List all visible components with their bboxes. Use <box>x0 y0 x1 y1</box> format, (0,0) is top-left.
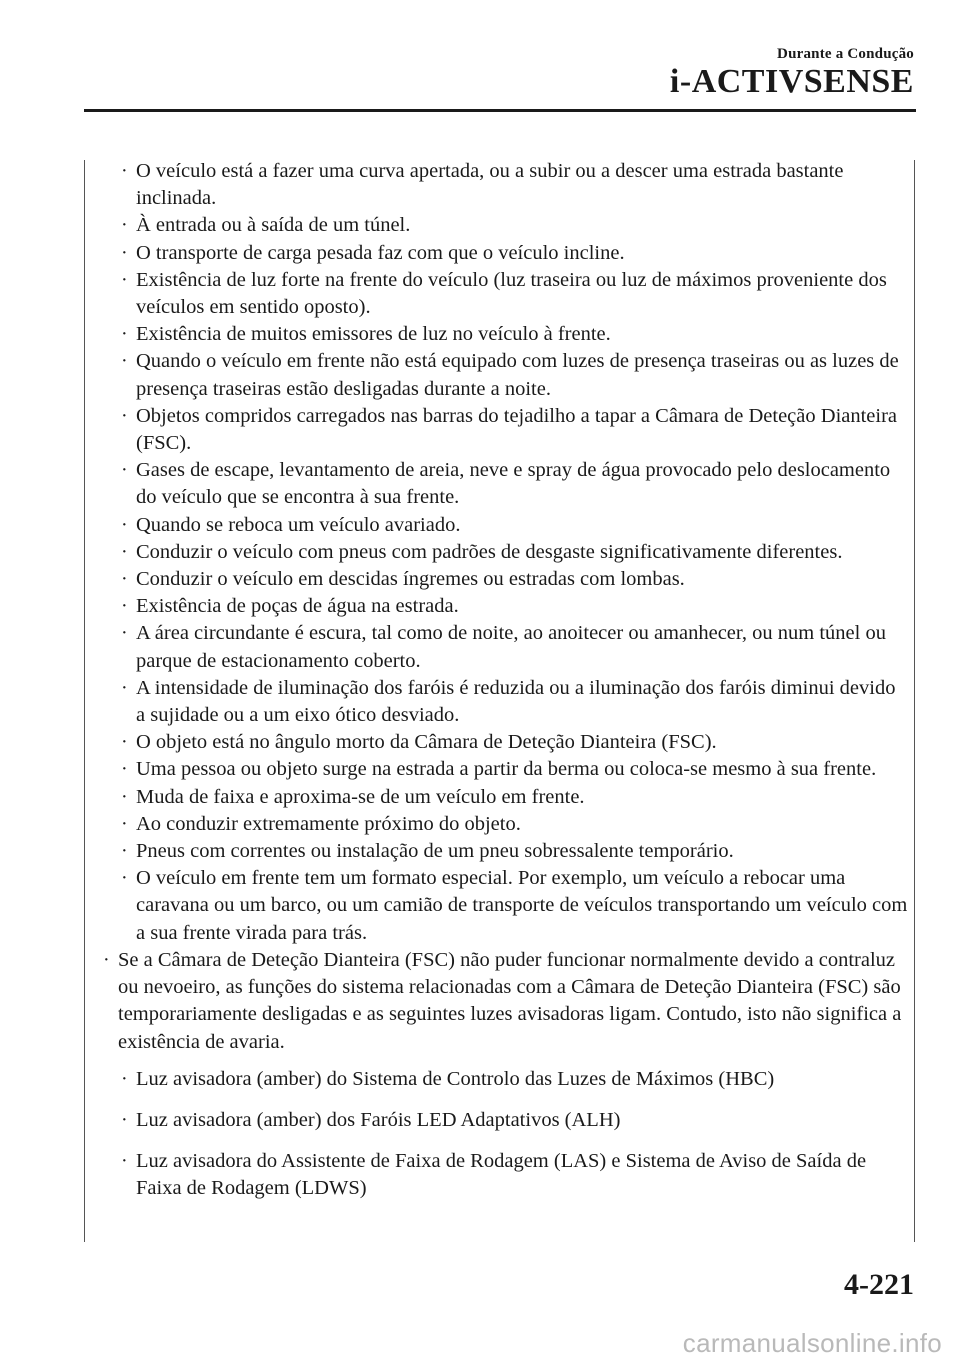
condition-item-text: Quando se reboca um veículo avariado. <box>136 513 461 536</box>
bullet-icon: · <box>121 214 128 237</box>
bullet-icon: · <box>121 268 128 291</box>
bullet-icon: · <box>121 840 128 863</box>
bullet-icon: · <box>121 785 128 808</box>
condition-item <box>100 784 908 811</box>
condition-item-text: Uma pessoa ou objeto surge na estrada a partir da berma ou coloca-se mesmo à sua frente. <box>136 758 877 781</box>
conditions-list <box>100 158 908 947</box>
bullet-icon: · <box>121 350 128 373</box>
condition-item-text: O transporte de carga pesada faz com que o veículo incline. <box>136 241 625 264</box>
bullet-icon: · <box>121 540 128 563</box>
bullet-icon: · <box>121 595 128 618</box>
condition-item <box>100 593 908 620</box>
bullet-icon: · <box>121 731 128 754</box>
bullet-icon: · <box>121 241 128 264</box>
chapter-title: i-ACTIVSENSE <box>669 63 914 100</box>
page-number: 4-221 <box>844 1268 914 1301</box>
bullet-icon: · <box>121 758 128 781</box>
bullet-icon: · <box>121 568 128 591</box>
condition-item <box>100 865 908 947</box>
header-divider <box>84 109 916 112</box>
condition-item-text: Existência de luz forte na frente do veículo (luz traseira ou luz de máximos proveniente dos veículos em sentido oposto). <box>136 268 887 319</box>
condition-item <box>100 620 908 674</box>
condition-item-text: A intensidade de iluminação dos faróis é reduzida ou a iluminação dos faróis diminui devido a sujidade ou a um eixo ótico desviado. <box>136 676 896 727</box>
condition-item-text: Existência de muitos emissores de luz no veículo à frente. <box>136 323 611 346</box>
condition-item-text: Quando o veículo em frente não está equipado com luzes de presença traseiras ou as luzes de presença traseiras estão desligadas durante a noite. <box>136 350 899 400</box>
warning-light-item-text: Luz avisadora (amber) dos Faróis LED Adaptativos (ALH) <box>136 1108 621 1131</box>
condition-item-text: Objetos compridos carregados nas barras do tejadilho a tapar a Câmara de Deteção Dianteira (FSC). <box>136 404 898 455</box>
bullet-icon: · <box>121 1150 128 1173</box>
condition-item-text: Muda de faixa e aproxima-se de um veículo em frente. <box>136 785 585 808</box>
warning-light-item <box>100 1148 908 1202</box>
watermark-logo: carmanualsonline.info <box>682 1328 942 1358</box>
condition-item <box>100 838 908 865</box>
main-paragraph-item <box>100 947 908 1056</box>
bullet-icon: · <box>121 323 128 346</box>
condition-item <box>100 539 908 566</box>
condition-item <box>100 240 908 267</box>
condition-item <box>100 212 908 239</box>
condition-item <box>100 675 908 729</box>
bullet-icon: · <box>121 622 128 645</box>
page-content <box>100 158 908 1217</box>
condition-item-text: À entrada ou à saída de um túnel. <box>136 214 411 237</box>
condition-item <box>100 267 908 321</box>
condition-item-text: Conduzir o veículo com pneus com padrões de desgaste significativamente diferentes. <box>136 540 843 563</box>
condition-item <box>100 811 908 838</box>
bullet-icon: · <box>121 676 128 699</box>
condition-item <box>100 756 908 783</box>
bullet-icon: · <box>103 948 110 971</box>
bullet-icon: · <box>121 459 128 482</box>
bullet-icon: · <box>121 513 128 536</box>
condition-item-text: O objeto está no ângulo morto da Câmara de Deteção Dianteira (FSC). <box>136 731 717 754</box>
condition-item <box>100 158 908 212</box>
main-paragraph-text: Se a Câmara de Deteção Dianteira (FSC) não puder funcionar normalmente devido a contraluz ou nevoeiro, as funções do sistema relacionadas com a Câmara de Deteção Dianteira (FSC) são temporariamente desligadas e as seguintes luzes avisadoras ligam. Contudo, isto não significa a existência de avaria. <box>118 948 902 1053</box>
bullet-icon: · <box>121 160 128 182</box>
warning-light-item-text: Luz avisadora do Assistente de Faixa de Rodagem (LAS) e Sistema de Aviso de Saída de Faixa de Rodagem (LDWS) <box>136 1150 867 1200</box>
condition-item <box>100 321 908 348</box>
condition-item <box>100 457 908 511</box>
condition-item-text: O veículo em frente tem um formato especial. Por exemplo, um veículo a rebocar uma caravana ou um barco, ou um camião de transporte de veículos transportando um veículo com a sua frente virada para trás. <box>136 867 908 944</box>
condition-item-text: Existência de poças de água na estrada. <box>136 595 459 618</box>
condition-item-text: Conduzir o veículo em descidas íngremes ou estradas com lombas. <box>136 568 685 591</box>
left-margin-rule <box>84 160 85 1242</box>
bullet-icon: · <box>121 404 128 427</box>
warning-light-item-text: Luz avisadora (amber) do Sistema de Controlo das Luzes de Máximos (HBC) <box>136 1067 775 1090</box>
warning-light-item <box>100 1107 908 1134</box>
bullet-icon: · <box>121 812 128 835</box>
warning-lights-list <box>100 1066 908 1203</box>
condition-item <box>100 348 908 402</box>
bullet-icon: · <box>121 867 128 890</box>
condition-item <box>100 512 908 539</box>
condition-item-text: O veículo está a fazer uma curva apertada, ou a subir ou a descer uma estrada bastante inclinada. <box>136 160 844 210</box>
condition-item <box>100 729 908 756</box>
right-margin-rule <box>914 160 915 1242</box>
condition-item-text: A área circundante é escura, tal como de noite, ao anoitecer ou amanhecer, ou num túnel ou parque de estacionamento coberto. <box>136 622 886 672</box>
section-title: Durante a Condução <box>777 46 914 62</box>
condition-item-text: Ao conduzir extremamente próximo do objeto. <box>136 812 521 835</box>
condition-item <box>100 566 908 593</box>
condition-item-text: Pneus com correntes ou instalação de um pneu sobressalente temporário. <box>136 840 734 863</box>
bullet-icon: · <box>121 1108 128 1131</box>
condition-item <box>100 403 908 457</box>
bullet-icon: · <box>121 1067 128 1090</box>
warning-light-item <box>100 1066 908 1093</box>
condition-item-text: Gases de escape, levantamento de areia, neve e spray de água provocado pelo deslocamento do veículo que se encontra à sua frente. <box>136 459 891 509</box>
